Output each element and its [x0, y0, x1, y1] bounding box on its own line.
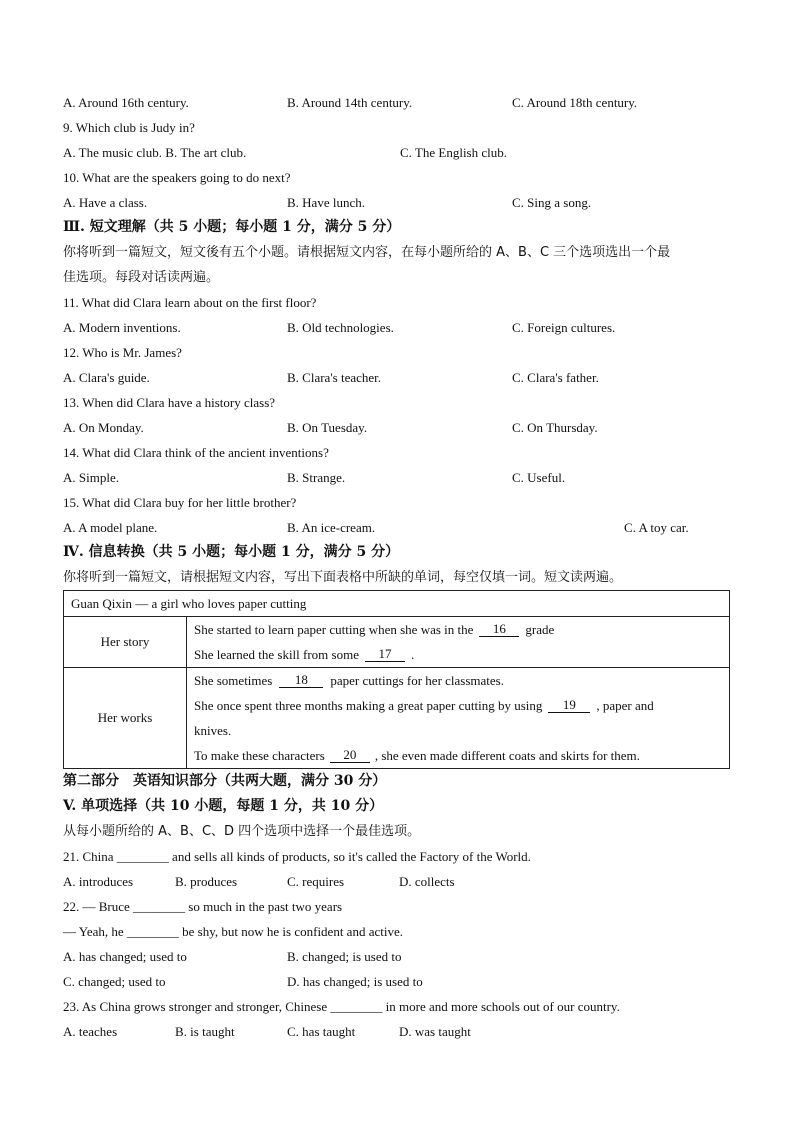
works-line-3-end: , she even made different coats and skirts for them. — [374, 747, 640, 763]
q8-option-c[interactable]: C. Around 18th century. — [512, 94, 638, 110]
section-4-title: Ⅳ. 信息转换（共 5 小题；每小题 1 分，满分 5 分） — [63, 544, 400, 561]
q21-stem: 21. China ________ and sells all kinds of products, so it's called the Factory of the World. — [63, 848, 531, 864]
works-line-3-text: To make these characters — [194, 747, 325, 763]
q14-option-c[interactable]: C. Useful. — [512, 469, 566, 485]
q15-option-a[interactable]: A. A model plane. — [63, 519, 158, 535]
story-line-1 — [194, 617, 722, 642]
works-line-1 — [194, 668, 722, 693]
q11-option-a[interactable]: A. Modern inventions. — [63, 319, 181, 335]
q12-stem: 12. Who is Mr. James? — [63, 344, 182, 360]
q22-line-2: — Yeah, he ________ be shy, but now he is confident and active. — [63, 923, 403, 939]
q9-stem: 9. Which club is Judy in? — [63, 119, 195, 135]
her-works-label: Her works — [64, 668, 187, 769]
q8-options — [63, 90, 731, 115]
q21-option-b[interactable]: B. produces — [175, 873, 238, 889]
q14-options — [63, 465, 731, 490]
q23-option-c[interactable]: C. has taught — [287, 1023, 356, 1039]
q14-option-a[interactable]: A. Simple. — [63, 469, 119, 485]
story-line-1-end: grade — [525, 621, 555, 637]
section-4-instructions: 你将听到一篇短文，请根据短文内容，写出下面表格中所缺的单词，每空仅填一词。短文读两遍。 — [63, 569, 623, 585]
blank-19[interactable]: 19 — [548, 698, 590, 713]
q12-option-c[interactable]: C. Clara's father. — [512, 369, 599, 385]
q22-option-c[interactable]: C. changed; used to — [63, 973, 166, 989]
q23-option-a[interactable]: A. teaches — [63, 1023, 118, 1039]
q13-option-b[interactable]: B. On Tuesday. — [287, 419, 368, 435]
works-line-1-text: She sometimes — [194, 672, 273, 688]
q9-option-c[interactable]: C. The English club. — [400, 144, 508, 160]
q22-option-b[interactable]: B. changed; is used to — [287, 948, 402, 964]
works-line-2 — [194, 693, 722, 718]
works-line-2-cont: knives. — [194, 722, 232, 738]
q12-option-a[interactable]: A. Clara's guide. — [63, 369, 150, 385]
q10-option-b[interactable]: B. Have lunch. — [287, 194, 365, 210]
blank-18[interactable]: 18 — [279, 673, 323, 688]
q15-option-b[interactable]: B. An ice-cream. — [287, 519, 376, 535]
q22-options-cd — [63, 969, 731, 994]
q10-option-a[interactable]: A. Have a class. — [63, 194, 148, 210]
q23-stem: 23. As China grows stronger and stronger, Chinese ________ in more and more schools out of our country. — [63, 998, 620, 1014]
q8-option-b[interactable]: B. Around 14th century. — [287, 94, 413, 110]
section-5-title: V. 单项选择（共 10 小题，每题 1 分，共 10 分） — [63, 798, 384, 815]
q14-stem: 14. What did Clara think of the ancient inventions? — [63, 444, 329, 460]
blank-17[interactable]: 17 — [365, 647, 405, 662]
q13-options — [63, 415, 731, 440]
q10-options — [63, 190, 731, 215]
q22-options-ab — [63, 944, 731, 969]
works-line-3 — [194, 743, 722, 768]
q10-option-c[interactable]: C. Sing a song. — [512, 194, 592, 210]
works-line-2-end: , paper and — [596, 697, 654, 713]
section-5-instructions: 从每小题所给的 A、B、C、D 四个选项中选择一个最佳选项。 — [63, 823, 421, 839]
section-3-instructions-2: 佳选项。每段对话读两遍。 — [63, 269, 220, 285]
q12-options — [63, 365, 731, 390]
q15-options — [63, 515, 731, 540]
section-3-title: Ⅲ. 短文理解（共 5 小题；每小题 1 分，满分 5 分） — [63, 219, 401, 236]
exam-page — [63, 90, 731, 1044]
q13-option-a[interactable]: A. On Monday. — [63, 419, 144, 435]
story-line-2 — [194, 642, 722, 667]
q15-stem: 15. What did Clara buy for her little brother? — [63, 494, 297, 510]
q23-options — [63, 1019, 731, 1044]
q11-options — [63, 315, 731, 340]
q21-options — [63, 869, 731, 894]
q11-option-b[interactable]: B. Old technologies. — [287, 319, 394, 335]
her-story-content — [187, 617, 730, 668]
her-story-label: Her story — [64, 617, 187, 668]
q9-options — [63, 140, 731, 165]
blank-16[interactable]: 16 — [479, 622, 519, 637]
q21-option-d[interactable]: D. collects — [399, 873, 455, 889]
q21-option-c[interactable]: C. requires — [287, 873, 345, 889]
q23-option-b[interactable]: B. is taught — [175, 1023, 235, 1039]
her-works-content — [187, 668, 730, 769]
q21-option-a[interactable]: A. introduces — [63, 873, 134, 889]
q22-line-1: 22. — Bruce ________ so much in the past two years — [63, 898, 343, 914]
q22-option-d[interactable]: D. has changed; is used to — [287, 973, 423, 989]
q9-option-a-b[interactable]: A. The music club. B. The art club. — [63, 144, 247, 160]
info-table — [63, 590, 730, 769]
q13-option-c[interactable]: C. On Thursday. — [512, 419, 598, 435]
part-2-title: 第二部分 英语知识部分（共两大题，满分 30 分） — [63, 773, 387, 790]
story-line-2-text: She learned the skill from some — [194, 646, 359, 662]
table-header: Guan Qixin — a girl who loves paper cutting — [64, 591, 730, 617]
blank-20[interactable]: 20 — [330, 748, 370, 763]
story-line-2-end: . — [411, 646, 415, 662]
q12-option-b[interactable]: B. Clara's teacher. — [287, 369, 382, 385]
q15-option-c[interactable]: C. A toy car. — [624, 519, 689, 535]
q23-option-d[interactable]: D. was taught — [399, 1023, 471, 1039]
works-line-1-end: paper cuttings for her classmates. — [330, 672, 504, 688]
works-line-2-text: She once spent three months making a great paper cutting by using — [194, 697, 543, 713]
q11-option-c[interactable]: C. Foreign cultures. — [512, 319, 616, 335]
story-line-1-text: She started to learn paper cutting when she was in the — [194, 621, 474, 637]
q22-option-a[interactable]: A. has changed; used to — [63, 948, 187, 964]
q13-stem: 13. When did Clara have a history class? — [63, 394, 276, 410]
section-3-instructions-1: 你将听到一篇短文，短文後有五个小题。请根据短文内容，在每小题所给的 A、B、C 三个选项选出一个最 — [63, 244, 671, 260]
q11-stem: 11. What did Clara learn about on the first floor? — [63, 294, 317, 310]
q14-option-b[interactable]: B. Strange. — [287, 469, 346, 485]
q10-stem: 10. What are the speakers going to do next? — [63, 169, 291, 185]
q8-option-a[interactable]: A. Around 16th century. — [63, 94, 189, 110]
